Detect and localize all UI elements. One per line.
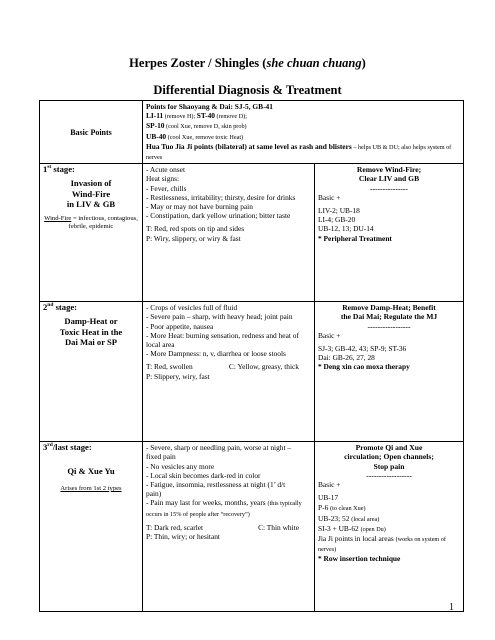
symptom: - Poor appetite, nausea	[146, 321, 214, 331]
symptom: fixed pain	[146, 452, 176, 462]
symptom: - Local skin becomes dark-red in color	[146, 470, 261, 480]
treatment-point: P-6 (to clean Xue)	[318, 503, 366, 513]
treatment-note: * Row insertion technique	[318, 554, 401, 564]
basic-points-row	[40, 101, 464, 164]
symptom: Heat signs:	[146, 174, 180, 184]
diagnosis-table	[39, 100, 464, 612]
treatment-cell	[315, 302, 464, 442]
treatment-cell	[315, 442, 464, 612]
treatment-point: UB-23; 52 (local area)	[318, 513, 380, 523]
stage-cell	[40, 302, 143, 442]
treatment-point: Dai: GB-26, 27, 28	[318, 353, 375, 363]
stage-note: Arises from 1st 2 types	[60, 484, 122, 492]
symptom-cell	[143, 442, 315, 612]
pulse: P: Wiry, slippery, or wiry & fast	[146, 233, 241, 243]
tongue: T: Red, swollen C: Yellow, greasy, thick	[146, 362, 299, 372]
stage-name: Qi & Xue Yu	[67, 466, 115, 477]
pulse: P: Slippery, wiry, fast	[146, 371, 210, 381]
symptom: - More Dampness: n, v, diarrhea or loose stools	[146, 349, 286, 359]
treatment-title: Remove Damp-Heat; Benefit the Dai Mai; Regulate the MJ -----------------	[340, 303, 438, 331]
treatment-cell	[315, 164, 464, 302]
stage-name: Damp-Heat or Toxic Heat in the Dai Mai or SP	[59, 316, 123, 348]
basic-line: UB-40 (cool Xue, remove toxic Heat)	[146, 131, 244, 141]
basic-line: Hua Tuo Jia Ji points (bilateral) at same level as rash and blisters – helps UB & DU; also helps system of nerves	[146, 141, 452, 162]
stage-heading: 2nd stage:	[43, 302, 78, 313]
page-number: 1	[449, 602, 454, 613]
treatment-title: Promote Qi and Xue circulation; Open channels; Stop pain ------------------	[344, 443, 434, 480]
symptom: - Restlessness, irritability; thirsty, desire for drinks	[146, 192, 296, 202]
treatment-point: LI-4; GB-20	[318, 215, 356, 225]
symptom: - No vesicles any more	[146, 461, 215, 471]
symptom: - Severe, sharp or needling pain, worse at night –	[146, 443, 292, 453]
treatment-point: LIV-2; UB-18	[318, 206, 360, 216]
treatment-basic: Basic +	[318, 330, 341, 340]
treatment-point: UB-12, 13; DU-14	[318, 224, 374, 234]
symptom: - More Heat: burning sensation, redness and heat of local area	[146, 330, 299, 350]
symptom: - May or may not have burning pain	[146, 202, 253, 212]
document-subtitle: Differential Diagnosis & Treatment	[153, 83, 342, 97]
stage-note: Wind-Fire = infectious, contagious, febrile, epidemic	[44, 214, 138, 230]
symptom: - Fever, chills	[146, 183, 187, 193]
treatment-basic: Basic +	[318, 192, 341, 202]
treatment-point: SJ-3; GB-42, 43; SP-9; ST-36	[318, 344, 407, 354]
symptom: - Constipation, dark yellow urination; bitter taste	[146, 211, 291, 221]
pulse: P: Thin, wiry; or hesitant	[146, 532, 220, 542]
stage-row-3	[40, 442, 464, 612]
stage-row-1	[40, 164, 464, 302]
treatment-point: Jia Ji points in local areas (works on system of nerves)	[318, 534, 446, 554]
document-title: Herpes Zoster / Shingles (she chuan chuang)	[129, 56, 366, 70]
tongue: T: Dark red, scarlet C: Thin white	[146, 522, 299, 532]
basic-line: Points for Shaoyang & Dai: SJ-5, GB-41	[146, 102, 273, 111]
stage-cell	[40, 164, 143, 302]
stage-row-2	[40, 302, 464, 442]
stage-heading: 1st stage:	[43, 164, 75, 175]
basic-points-content	[143, 101, 464, 164]
symptom: - Fatigue, insomnia, restlessness at night (1’ d/t	[146, 480, 286, 490]
treatment-point: UB-17	[318, 493, 339, 503]
symptom: - Crops of vesicles full of fluid	[146, 303, 238, 313]
symptom: - Pain may last for weeks, months, years (this typically occurs in 15% of people after “recovery”)	[146, 498, 302, 518]
treatment-note: * Peripheral Treatment	[318, 233, 392, 243]
treatment-point: SI-3 + UB-62 (open Du)	[318, 523, 386, 533]
tongue: T: Red, red spots on tip and sides	[146, 224, 245, 234]
symptom: - Severe pain – sharp, with heavy head; joint pain	[146, 312, 293, 322]
stage-heading: 3rd/last stage:	[43, 442, 92, 453]
basic-line: SP-10 (cool Xue, remove D, skin prob)	[146, 121, 247, 131]
basic-line: LI-11 (remove H); ST-40 (remove D);	[146, 111, 247, 121]
treatment-note: * Deng xin cao moxa therapy	[318, 362, 410, 372]
symptom-cell	[143, 302, 315, 442]
stage-name: Invasion of Wind-Fire in LIV & GB	[66, 178, 116, 210]
stage-cell	[40, 442, 143, 612]
symptom: - Acute onset	[146, 165, 185, 175]
symptom: pain)	[146, 489, 162, 499]
basic-points-label: Basic Points	[40, 101, 143, 164]
treatment-title: Remove Wind-Fire; Clear LIV and GB ---------------	[356, 165, 422, 193]
treatment-basic: Basic +	[318, 480, 341, 490]
symptom-cell	[143, 164, 315, 302]
